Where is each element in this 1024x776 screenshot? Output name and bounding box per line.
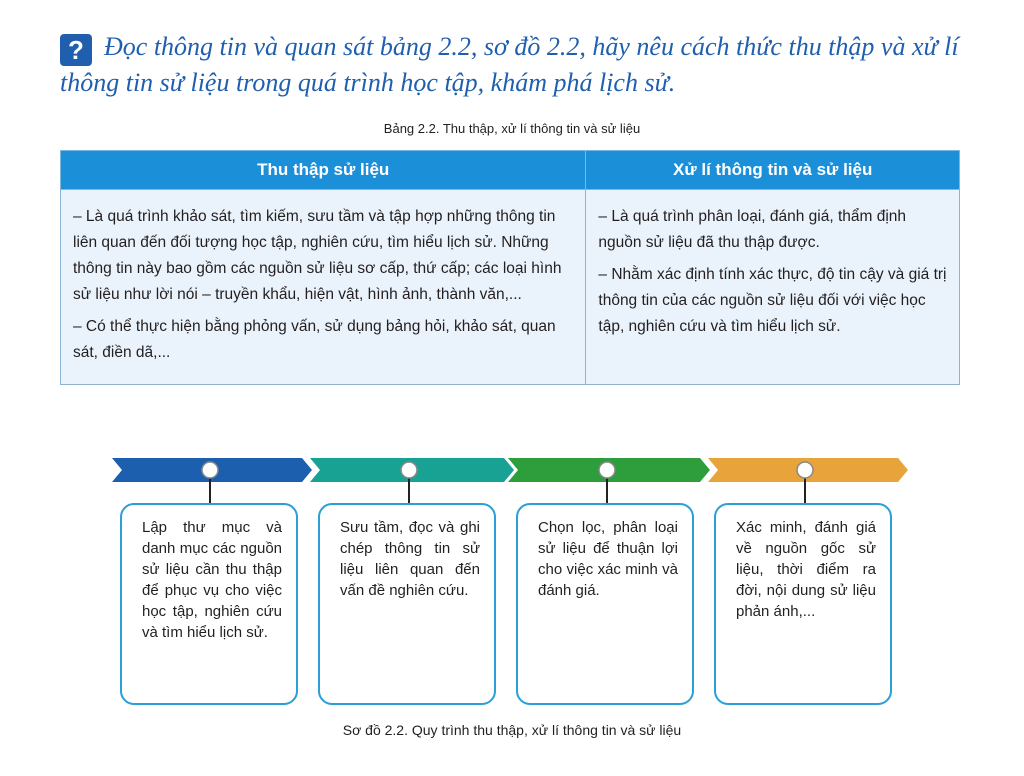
table-cell-collect <box>61 190 586 385</box>
step-box-3: Chọn lọc, phân loại sử liệu để thuận lợi cho việc xác minh và đánh giá. <box>516 503 694 705</box>
question-text: Đọc thông tin và quan sát bảng 2.2, sơ đồ 2.2, hãy nêu cách thức thu thập và xử lí thông tin sử liệu trong quá trình học tập, khám phá lịch sử. <box>60 32 959 97</box>
table-header-process: Xử lí thông tin và sử liệu <box>586 151 960 190</box>
connector-3 <box>599 462 615 504</box>
info-table <box>60 150 960 385</box>
collect-point-1: – Là quá trình khảo sát, tìm kiếm, sưu tầm và tập hợp những thông tin liên quan đến đối tượng học tập, nghiên cứu, tìm hiểu lịch sử. Những thông tin này bao gồm các nguồn sử liệu sơ cấp, thứ cấp; các loại hình sử liệu như lời nói – truyền khẩu, hiện vật, hình ảnh, thành văn,... <box>73 208 562 303</box>
question-icon: ? <box>60 34 92 66</box>
collect-point-2: – Có thể thực hiện bằng phỏng vấn, sử dụng bảng hỏi, khảo sát, quan sát, điền dã,... <box>73 318 556 361</box>
connector-1 <box>202 462 218 504</box>
process-arrow-bar <box>112 452 912 504</box>
step-box-2: Sưu tầm, đọc và ghi chép thông tin sử liệu liên quan đến vấn đề nghiên cứu. <box>318 503 496 705</box>
diagram-caption: Sơ đồ 2.2. Quy trình thu thập, xử lí thông tin và sử liệu <box>342 722 682 738</box>
process-point-2: – Nhằm xác định tính xác thực, độ tin cậy và giá trị thông tin của các nguồn sử liệu đối với việc học tập, nghiên cứu và tìm hiểu lịch sử. <box>598 266 947 335</box>
connector-2 <box>401 462 417 504</box>
question-prompt <box>60 30 980 100</box>
step-box-4: Xác minh, đánh giá về nguồn gốc sử liệu, thời điểm ra đời, nội dung sử liệu phản ánh,... <box>714 503 892 705</box>
table-caption: Bảng 2.2. Thu thập, xử lí thông tin và sử liệu <box>383 121 641 136</box>
table-header-collect: Thu thập sử liệu <box>61 151 586 190</box>
table-cell-process <box>586 190 960 385</box>
step-box-1: Lập thư mục và danh mục các nguồn sử liệu cần thu thập để phục vụ cho việc học tập, nghiên cứu và tìm hiểu lịch sử. <box>120 503 298 705</box>
process-point-1: – Là quá trình phân loại, đánh giá, thẩm định nguồn sử liệu đã thu thập được. <box>598 208 907 251</box>
connector-4 <box>797 462 813 504</box>
